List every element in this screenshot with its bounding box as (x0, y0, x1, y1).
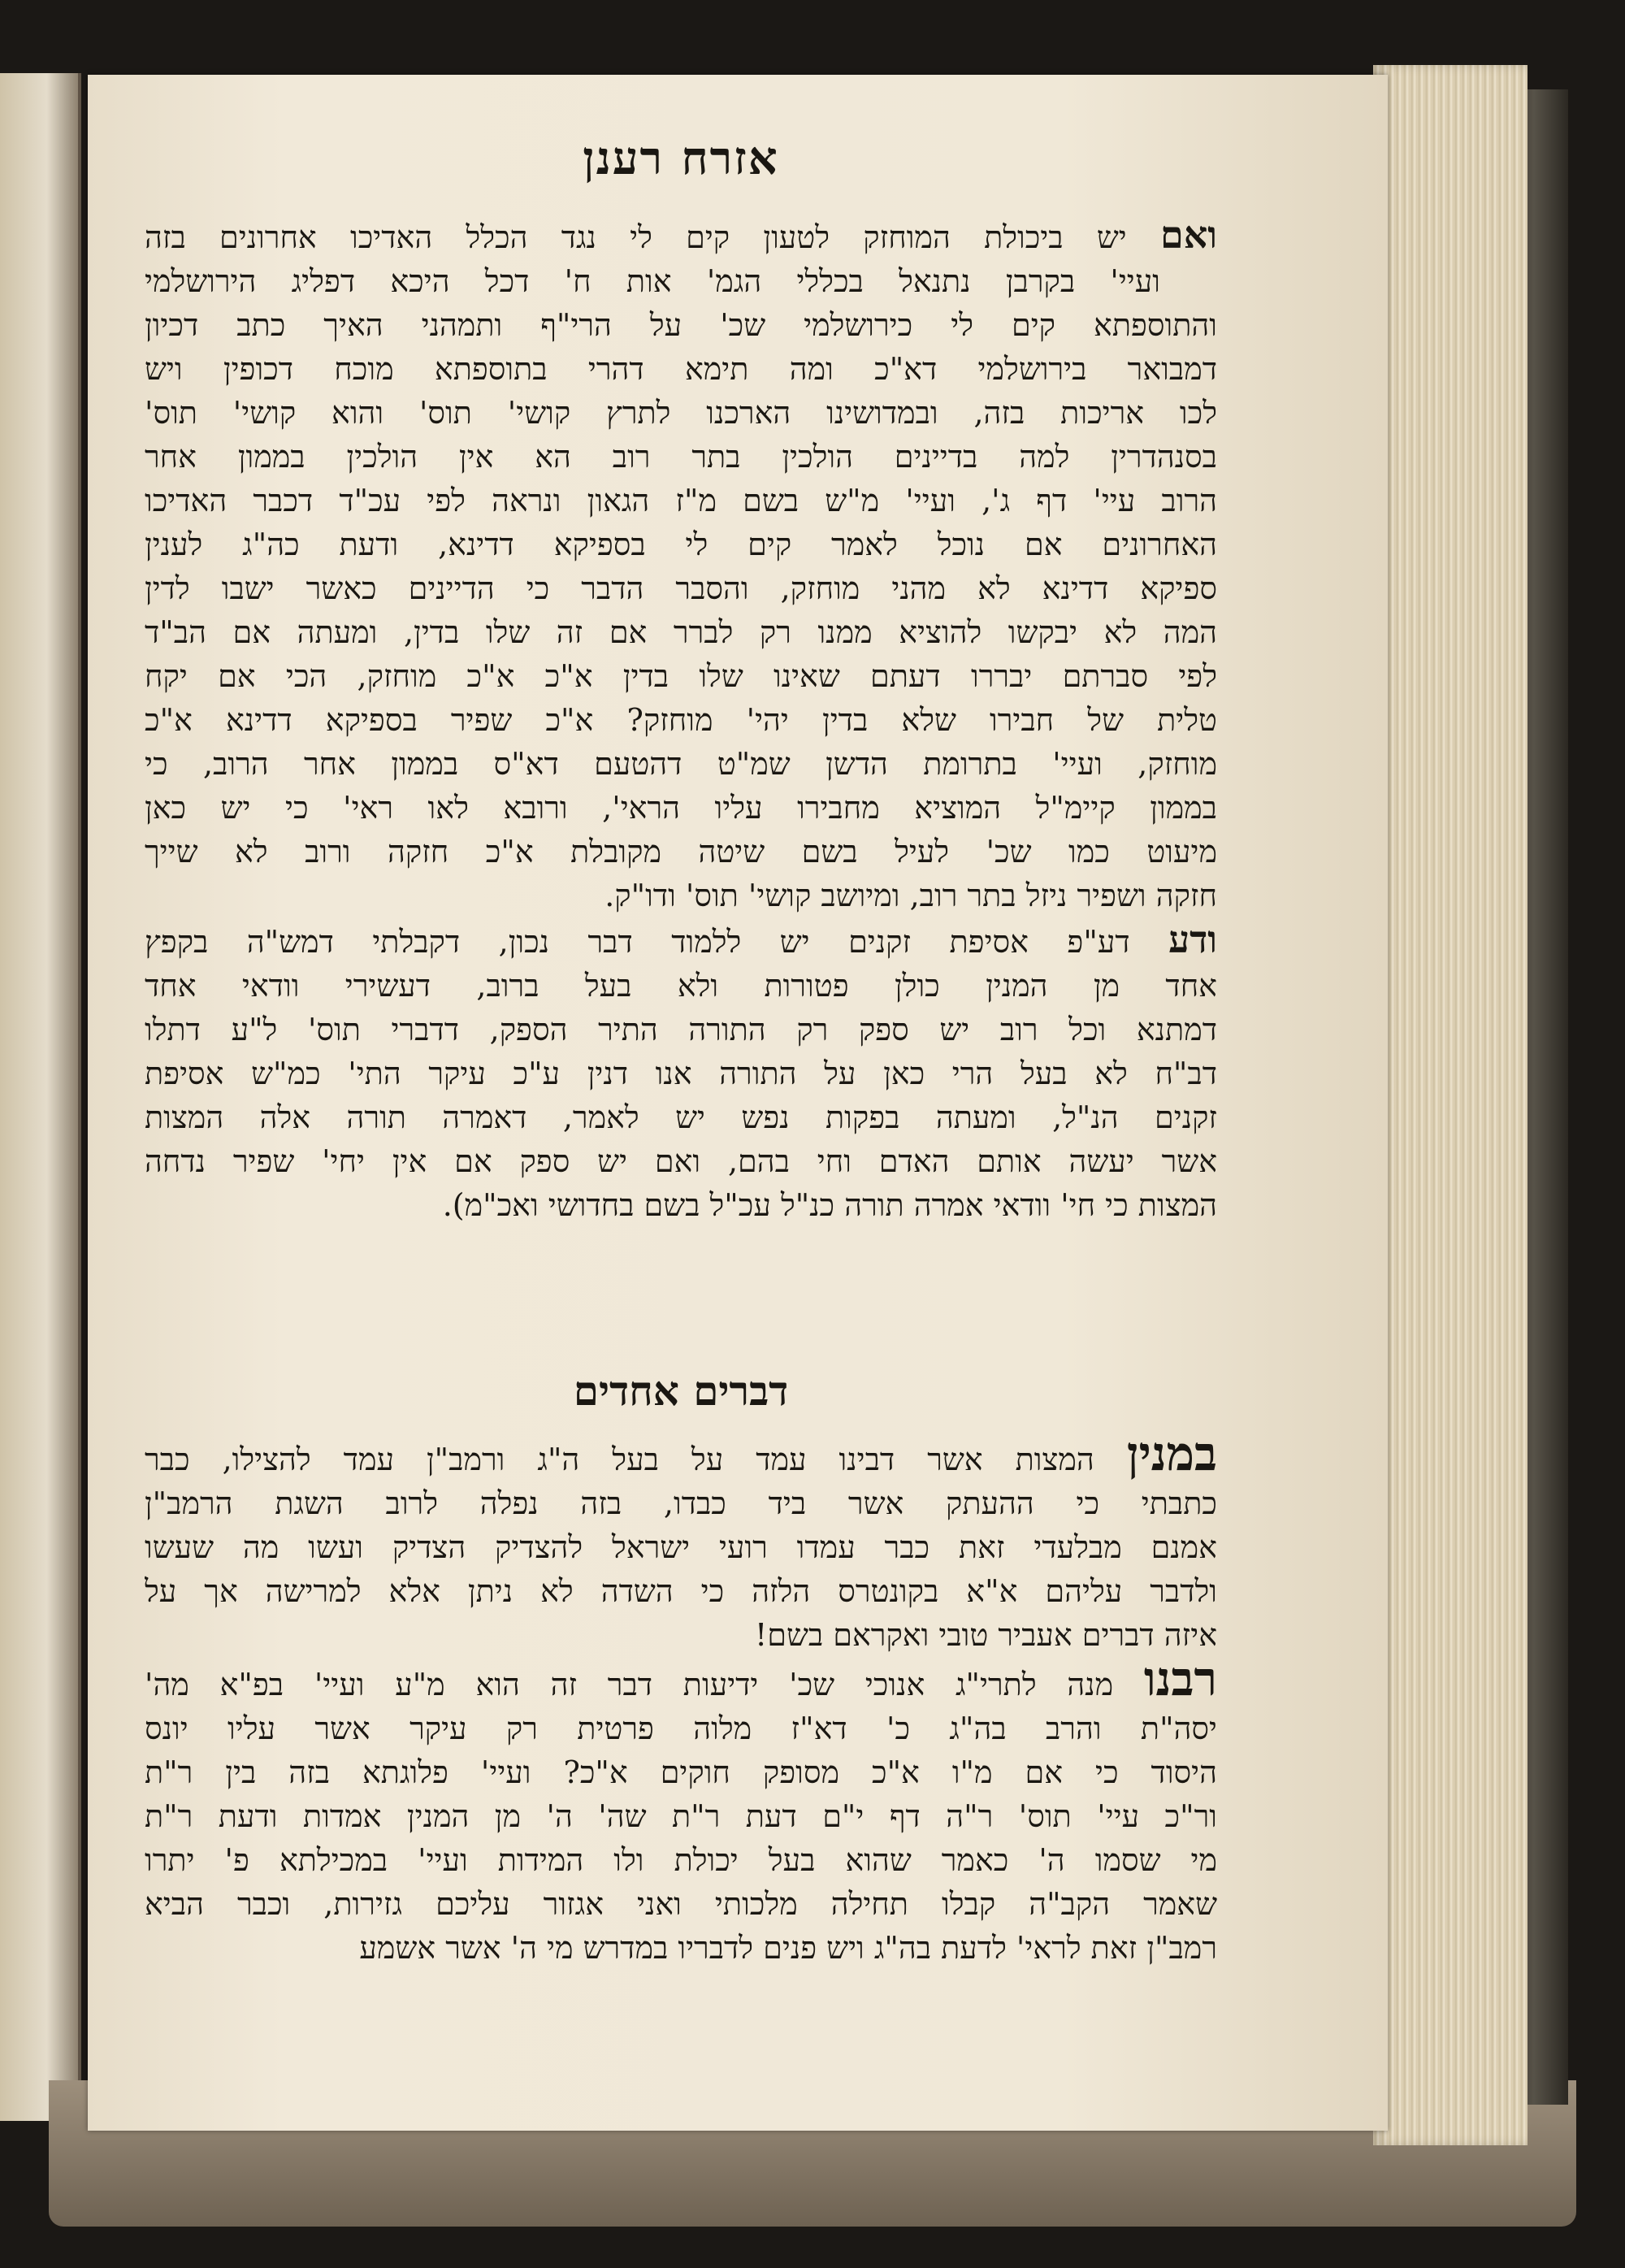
line-text: מנה לתרי"ג אנוכי שכ' ידיעות דבר זה הוא מ"ע ועיי' בפ"א מה' (145, 1667, 1144, 1702)
text-line (145, 1657, 1217, 1706)
line-text: איזה דברים אעביר טובי ואקראם בשם! (755, 1617, 1217, 1653)
text-line (145, 1794, 1217, 1838)
facing-page-edge (0, 73, 81, 2121)
text-line (145, 1882, 1217, 1926)
line-text: לפי סברתם יבררו דעתם שאינו שלו בדין א"כ א"כ מוחזק, הכי אם יקח (145, 658, 1217, 694)
text-line (145, 917, 1217, 964)
line-text: דע"פ אסיפת זקנים יש ללמוד דבר נכון, דקבלתי דמש"ה בקפץ (145, 924, 1169, 960)
page-stack-edge (1373, 65, 1528, 2145)
text-line (145, 1432, 1217, 1481)
line-text: לכו אריכות בזה, ובמדושינו הארכנו לתרץ קושי' תוס' והוא קושי' תוס' (145, 395, 1217, 431)
text-line (145, 479, 1217, 523)
text-line (145, 435, 1217, 479)
text-line (145, 742, 1217, 786)
text-line (145, 391, 1217, 435)
line-text: מיעוט כמו שכ' לעיל בשם שיטה מקובלת א"כ חזקה ורוב לא שייך (145, 834, 1217, 869)
line-text: כתבתי כי ההעתק אשר ביד כבדו, בזה נפלה לרוב השגת הרמב"ן (145, 1485, 1217, 1521)
lead-word: ודע (1168, 917, 1217, 961)
text-line (145, 1008, 1217, 1052)
text-line (145, 830, 1217, 874)
text-line (145, 610, 1217, 654)
line-text: בממון קיימ"ל המוציא מחבירו עליו הראי', ורובא לאו ראי' כי יש כאן (145, 790, 1217, 826)
line-text: דב"ח לא בעל הרי כאן על התורה אנו דנין ע"כ עיקר התי' כמ"ש אסיפת (145, 1056, 1217, 1091)
line-text: אשר יעשה אותם האדם וחי בהם, ואם יש ספק אם אין יחי' שפיר נדחה (145, 1143, 1217, 1179)
lead-word: רבנו (1143, 1657, 1217, 1706)
line-text: המה לא יבקשו להוציא ממנו רק לברר אם זה שלו בדין, ומעתה אם הב"ד (145, 614, 1217, 650)
text-line (145, 1052, 1217, 1095)
text-line (145, 566, 1217, 610)
section-title: דברים אחדים (573, 1367, 789, 1415)
text-line (145, 1139, 1217, 1183)
line-text: הרוב עיי' דף ג', ועיי' מ"ש בשם מ"ז הגאון ונראה לפי עכ"ד דכבר האדיכו (145, 483, 1217, 518)
text-line (145, 347, 1217, 391)
text-line (145, 1183, 1217, 1227)
line-text: זקנים הנ"ל, ומעתה בפקות נפש יש לאמר, דאמרה תורה אלה המצות (145, 1099, 1217, 1135)
text-line (145, 1481, 1217, 1525)
running-head: אזרח רענן (583, 132, 779, 185)
text-line (145, 1750, 1217, 1794)
text-line (145, 786, 1217, 830)
text-line (145, 259, 1217, 303)
line-text: ולדבר עליהם א"א בקונטרס הלזה כי השדה לא ניתן אלא למרישה אך על (145, 1573, 1217, 1609)
book-page (88, 75, 1388, 2131)
text-line (145, 1095, 1217, 1139)
line-text: אמנם מבלעדי זאת כבר עמדו רועי ישראל להצדיק הצדיק ועשו מה שעשו (145, 1529, 1217, 1565)
line-text: האחרונים אם נוכל לאמר קים לי בספיקא דדינא, ודעת כה"ג לענין (145, 527, 1217, 562)
text-line (145, 303, 1217, 347)
line-text: ור"כ עיי' תוס' ר"ה דף י"ם דעת ר"ת שה' ה' מן המנין אמדות ודעת ר"ת (145, 1798, 1217, 1834)
text-line (145, 1569, 1217, 1613)
paragraph-1 (145, 213, 1217, 1227)
text-line (145, 1706, 1217, 1750)
text-line (145, 1926, 1217, 1970)
text-line (145, 1613, 1217, 1657)
line-text: המצות אשר דבינו עמד על בעל ה"ג ורמב"ן עמד להצילו, כבר (145, 1442, 1127, 1477)
line-text: שאמר הקב"ה קבלו תחילה מלכותי ואני אגזור עליכם גזירות, וכבר הביא (145, 1886, 1217, 1922)
line-text: ועיי' בקרבן נתנאל בכללי הגמ' אות ח' דכל היכא דפליג הירושלמי (145, 263, 1160, 299)
text-line (145, 654, 1217, 698)
line-text: יסה"ת והרב בה"ג כ' דא"ז מלוה פרטית רק עיקר אשר עליו יונס (145, 1711, 1217, 1746)
text-line (145, 213, 1217, 259)
text-line (145, 964, 1217, 1008)
line-text: אחד מן המנין כולן פטורות ולא בעל ברוב, דעשירי וודאי אחד (145, 968, 1217, 1004)
text-line (145, 1525, 1217, 1569)
line-text: מי שסמו ה' כאמר שהוא בעל יכולת ולו המידות ועיי' במכילתא פ' יתרו (145, 1842, 1217, 1878)
line-text: בסנהדרין למה בדיינים הולכין בתר רוב הא אין הולכין בממון אחר (145, 439, 1217, 475)
line-text: רמב"ן זאת לראי' לדעת בה"ג ויש פנים לדבריו במדרש מי ה' אשר אשמע (359, 1930, 1217, 1966)
text-line (145, 523, 1217, 566)
text-line (145, 1838, 1217, 1882)
line-text: המצות כי חי' וודאי אמרה תורה כנ"ל עכ"ל בשם בחדושי ואכ"מ). (442, 1187, 1217, 1223)
line-text: יש ביכולת המוחזק לטעון קים לי נגד הכלל האדיכו אחרונים בזה (145, 219, 1160, 255)
line-text: היסוד כי אם מ"ו א"כ מסופק חוקים א"כ? ועיי' פלוגתא בזה בין ר"ת (145, 1754, 1217, 1790)
line-text: דמבואר בירושלמי דא"כ ומה תימא דהרי בתוספתא מוכח דכופין ויש (145, 351, 1217, 387)
line-text: מוחזק, ועיי' בתרומת הדשן שמ"ט דהטעם דא"ס בממון אחר הרוב, כי (145, 746, 1217, 782)
line-text: חזקה ושפיר ניזל בתר רוב, ומיושב קושי' תוס' ודו"ק. (604, 878, 1217, 913)
text-line (145, 698, 1217, 742)
line-text: טלית של חבירו שלא בדין יהי' מוחזק? א"כ שפיר בספיקא דדינא א"כ (145, 702, 1217, 738)
line-text: דמתנא וכל רוב יש ספק רק התורה התיר הספק, דדברי תוס' ל"ע דתלו (145, 1012, 1217, 1047)
paragraph-2 (145, 1432, 1217, 1970)
lead-word: במנין (1126, 1432, 1217, 1481)
line-text: ספיקא דדינא לא מהני מוחזק, והסבר הדבר כי הדיינים כאשר ישבו לדין (145, 570, 1217, 606)
text-line (145, 874, 1217, 917)
lead-word: ואם (1159, 213, 1217, 257)
line-text: והתוספתא קים לי כירושלמי שכ' על הרי"ף ותמהני האיך כתב דכיון (145, 307, 1217, 343)
